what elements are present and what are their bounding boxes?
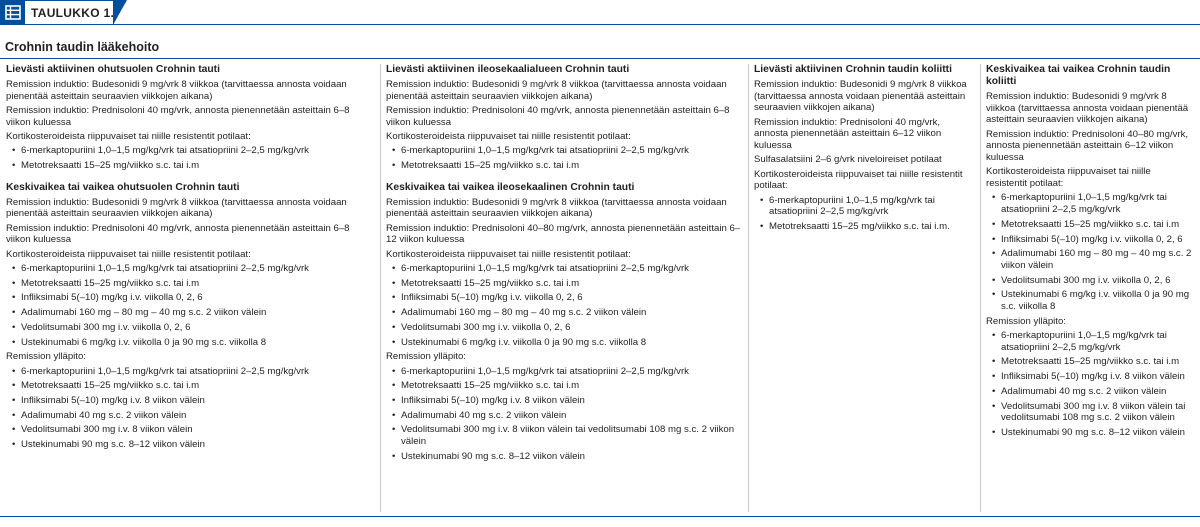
bullet-icon: •	[392, 450, 396, 462]
drug-list-item-text: Ustekinumabi 90 mg s.c. 8–12 viikon välein	[21, 439, 205, 451]
drug-list-item-text: Metotreksaatti 15–25 mg/viikko s.c. tai i.m	[401, 277, 580, 289]
section-text: Kortikosteroideista riippuvaiset tai niille resistentit potilaat:	[6, 131, 251, 142]
bullet-icon: •	[12, 380, 16, 392]
bullet-icon: •	[12, 160, 16, 171]
section-gap	[6, 175, 376, 182]
section-text: Kortikosteroideista riippuvaiset tai niille resistentit potilaat:	[386, 131, 631, 142]
bullet-icon: •	[12, 292, 16, 304]
drug-list-item-text: Metotreksaatti 15–25 mg/viikko s.c. tai i.m.	[769, 221, 950, 233]
drug-list	[386, 263, 744, 348]
bullet-icon: •	[392, 321, 396, 333]
drug-list-item-text: Adalimumabi 40 mg s.c. 2 viikon välein	[1001, 385, 1167, 397]
bullet-icon: •	[992, 330, 996, 342]
bullet-icon: •	[392, 160, 396, 171]
drug-list-item	[386, 145, 744, 157]
bullet-icon: •	[992, 192, 996, 204]
drug-list-item	[986, 371, 1194, 383]
drug-list-item-text: Infliksimabi 5(–10) mg/kg i.v. viikolla 0, 2, 6	[401, 292, 583, 304]
drug-list-item	[386, 322, 744, 334]
section-text: Remission induktio: Prednisoloni 40 mg/vrk, annosta pienennetään asteittain 6–8 viikon kuluessa	[386, 105, 730, 128]
drug-list-item-text: 6-merkaptopuriini 1,0–1,5 mg/kg/vrk tai atsatiopriini 2–2,5 mg/kg/vrk	[401, 263, 689, 274]
drug-list-item-text: Ustekinumabi 90 mg s.c. 8–12 viikon välein	[1001, 426, 1185, 438]
section-gap	[386, 175, 744, 182]
section-text: Remission ylläpito:	[986, 315, 1066, 327]
section-text: Remission induktio: Budesonidi 9 mg/vrk 8 viikkoa (tarvittaessa annosta voidaan pienentää asteittain seuraavien viikkojen aikana)	[754, 79, 967, 114]
section-heading: Lievästi aktiivinen Crohnin taudin koliitti	[754, 64, 952, 75]
bullet-icon: •	[392, 394, 396, 406]
drug-list	[386, 366, 744, 463]
section-text: Remission induktio: Prednisoloni 40 mg/vrk, annosta pienennetään asteittain 6–12 viikon kuluessa	[754, 116, 942, 152]
drug-list-item	[386, 263, 744, 275]
drug-list-item	[986, 330, 1194, 353]
bullet-icon: •	[992, 371, 996, 383]
drug-list-item	[986, 248, 1194, 271]
drug-list-item-text: Ustekinumabi 90 mg s.c. 8–12 viikon välein	[401, 450, 585, 462]
drug-list-item	[754, 221, 976, 233]
drug-list-item	[6, 366, 376, 378]
section-text: Remission ylläpito:	[386, 351, 466, 363]
drug-list-item-text: Adalimumabi 160 mg – 80 mg – 40 mg s.c. 2 viikon välein	[1001, 248, 1192, 271]
section-text: Remission induktio: Budesonidi 9 mg/vrk 8 viikkoa (tarvittaessa annosta voidaan pienentää asteittain seuraavien viikkojen aikana)	[986, 91, 1189, 126]
section-text: Remission induktio: Prednisoloni 40–80 mg/vrk, annosta pienennetään asteittain 6–12 viikon kuluessa	[386, 222, 741, 246]
drug-list-item-text: Metotreksaatti 15–25 mg/viikko s.c. tai i.m	[21, 160, 200, 171]
drug-list-item-text: Vedolitsumabi 300 mg i.v. 8 viikon välein tai vedolitsumabi 108 mg s.c. 2 viikon välein	[1001, 400, 1186, 424]
section-text: Kortikosteroideista riippuvaiset tai niille resistentit potilaat:	[754, 168, 963, 192]
drug-list-item	[986, 192, 1194, 215]
section-heading: Lievästi aktiivinen ohutsuolen Crohnin tauti	[6, 64, 220, 75]
drug-list-item	[386, 337, 744, 349]
drug-list-item-text: Infliksimabi 5(–10) mg/kg i.v. viikolla 0, 2, 6	[1001, 233, 1183, 245]
tab-underline	[0, 24, 1200, 25]
drug-list-item	[986, 427, 1194, 439]
bottom-divider	[0, 516, 1200, 517]
bullet-icon: •	[392, 365, 396, 377]
drug-list-item	[6, 424, 376, 436]
drug-list-item	[6, 337, 376, 349]
drug-list-item-text: Adalimumabi 40 mg s.c. 2 viikon välein	[21, 409, 187, 421]
drug-list-item	[6, 278, 376, 290]
bullet-icon: •	[992, 274, 996, 286]
drug-list-item	[386, 410, 744, 422]
drug-list-item	[386, 160, 744, 172]
drug-list-item	[6, 160, 376, 172]
drug-list-item	[986, 289, 1194, 312]
bullet-icon: •	[992, 400, 996, 412]
column-ohutsuoli	[6, 64, 376, 454]
bullet-icon: •	[12, 263, 16, 274]
drug-list-item	[6, 145, 376, 157]
drug-list-item-text: 6-merkaptopuriini 1,0–1,5 mg/kg/vrk tai atsatiopriini 2–2,5 mg/kg/vrk	[769, 194, 935, 218]
drug-list	[754, 195, 976, 233]
section-text: Remission induktio: Prednisoloni 40 mg/vrk, annosta pienennetään asteittain 6–8 viikon kuluessa	[6, 222, 350, 246]
bullet-icon: •	[392, 307, 396, 319]
drug-list-item-text: Adalimumabi 160 mg – 80 mg – 40 mg s.c. 2 viikon välein	[21, 307, 267, 319]
drug-list	[386, 145, 744, 171]
drug-list-item-text: Metotreksaatti 15–25 mg/viikko s.c. tai i.m	[401, 160, 580, 171]
drug-list-item	[386, 451, 744, 463]
drug-list	[6, 366, 376, 451]
bullet-icon: •	[992, 218, 996, 230]
drug-list-item	[986, 234, 1194, 246]
bullet-icon: •	[992, 385, 996, 397]
drug-list-item-text: Ustekinumabi 6 mg/kg i.v. viikolla 0 ja 90 mg s.c. viikolla 8	[401, 336, 647, 348]
drug-list	[986, 192, 1194, 312]
drug-list-item	[386, 395, 744, 407]
drug-list-item-text: Metotreksaatti 15–25 mg/viikko s.c. tai i.m	[21, 277, 200, 289]
drug-list-item	[386, 307, 744, 319]
drug-list-item-text: 6-merkaptopuriini 1,0–1,5 mg/kg/vrk tai atsatiopriini 2–2,5 mg/kg/vrk	[21, 145, 309, 157]
drug-list-item	[386, 366, 744, 378]
drug-list-item-text: 6-merkaptopuriini 1,0–1,5 mg/kg/vrk tai atsatiopriini 2–2,5 mg/kg/vrk	[401, 365, 689, 377]
drug-list-item-text: 6-merkaptopuriini 1,0–1,5 mg/kg/vrk tai atsatiopriini 2–2,5 mg/kg/vrk	[401, 145, 689, 157]
drug-list-item	[386, 278, 744, 290]
section-text: Remission induktio: Budesonidi 9 mg/vrk 8 viikkoa (tarvittaessa annosta voidaan pienentää asteittain seuraavien viikkojen aikana)	[6, 196, 347, 220]
column-koliitti-lievä	[754, 64, 976, 236]
drug-list-item	[6, 410, 376, 422]
section-heading: Keskivaikea tai vaikea Crohnin taudin koliitti	[986, 64, 1171, 87]
drug-list	[6, 145, 376, 171]
bullet-icon: •	[12, 394, 16, 406]
column-divider	[748, 64, 749, 512]
bullet-icon: •	[392, 424, 396, 436]
drug-list-item-text: Adalimumabi 160 mg – 80 mg – 40 mg s.c. 2 viikon välein	[401, 307, 647, 319]
section-text: Remission ylläpito:	[6, 351, 86, 363]
bullet-icon: •	[992, 233, 996, 245]
drug-list-item	[754, 195, 976, 218]
drug-list-item-text: Vedolitsumabi 300 mg i.v. 8 viikon välein tai vedolitsumabi 108 mg s.c. 2 viikon välein	[401, 424, 735, 448]
bullet-icon: •	[392, 277, 396, 289]
bullet-icon: •	[392, 263, 396, 274]
drug-list-item	[6, 322, 376, 334]
drug-list-item-text: Infliksimabi 5(–10) mg/kg i.v. 8 viikon välein	[1001, 371, 1185, 383]
bullet-icon: •	[12, 307, 16, 319]
section-text: Kortikosteroideista riippuvaiset tai niille resistentit potilaat:	[986, 166, 1151, 190]
section-heading: Keskivaikea tai vaikea ileosekaalinen Crohnin tauti	[386, 181, 635, 193]
bullet-icon: •	[12, 424, 16, 436]
drug-list-item-text: Ustekinumabi 6 mg/kg i.v. viikolla 0 ja 90 mg s.c. viikolla 8	[1001, 289, 1190, 313]
drug-list-item-text: Infliksimabi 5(–10) mg/kg i.v. 8 viikon välein	[21, 394, 205, 406]
drug-list-item-text: Vedolitsumabi 300 mg i.v. viikolla 0, 2, 6	[401, 321, 571, 333]
drug-list-item	[986, 356, 1194, 368]
drug-list-item	[986, 401, 1194, 424]
bullet-icon: •	[392, 409, 396, 421]
drug-list-item-text: Adalimumabi 40 mg s.c. 2 viikon välein	[401, 409, 567, 421]
drug-list-item	[6, 439, 376, 451]
bullet-icon: •	[12, 409, 16, 421]
column-ileosekaalinen	[386, 64, 744, 465]
drug-list-item-text: Metotreksaatti 15–25 mg/viikko s.c. tai i.m	[21, 380, 200, 392]
drug-list-item	[386, 380, 744, 392]
column-divider	[980, 64, 981, 512]
bullet-icon: •	[12, 439, 16, 451]
bullet-icon: •	[12, 336, 16, 348]
drug-list-item-text: Infliksimabi 5(–10) mg/kg i.v. viikolla 0, 2, 6	[21, 292, 203, 304]
bullet-icon: •	[12, 365, 16, 377]
drug-list-item-text: Vedolitsumabi 300 mg i.v. 8 viikon välein	[21, 424, 193, 436]
drug-list-item	[6, 307, 376, 319]
bullet-icon: •	[760, 194, 764, 206]
section-text: Remission induktio: Prednisoloni 40–80 mg/vrk, annosta pienennetään asteittain 6–12 viikon kuluessa	[986, 128, 1189, 164]
section-text: Remission induktio: Prednisoloni 40 mg/vrk, annosta pienennetään asteittain 6–8 viikon kuluessa	[6, 105, 350, 128]
drug-list-item-text: Ustekinumabi 6 mg/kg i.v. viikolla 0 ja 90 mg s.c. viikolla 8	[21, 336, 267, 348]
bullet-icon: •	[392, 336, 396, 348]
section-text: Remission induktio: Budesonidi 9 mg/vrk 8 viikkoa (tarvittaessa annosta voidaan pienentää asteittain seuraavien viikkojen aikana)	[386, 196, 727, 220]
drug-list-item	[6, 292, 376, 304]
column-divider	[380, 64, 381, 512]
section-text: Kortikosteroideista riippuvaiset tai niille resistentit potilaat:	[386, 248, 631, 260]
drug-list	[6, 263, 376, 348]
bullet-icon: •	[992, 356, 996, 368]
drug-list-item	[986, 219, 1194, 231]
drug-list-item	[386, 292, 744, 304]
drug-list-item	[986, 275, 1194, 287]
drug-list-item	[386, 424, 744, 447]
drug-list-item	[986, 386, 1194, 398]
drug-list-item	[6, 395, 376, 407]
drug-list-item-text: Metotreksaatti 15–25 mg/viikko s.c. tai i.m	[1001, 356, 1180, 368]
bullet-icon: •	[392, 145, 396, 157]
section-text: Remission induktio: Budesonidi 9 mg/vrk 8 viikkoa (tarvittaessa annosta voidaan pienentää asteittain seuraavien viikkojen aikana)	[386, 79, 727, 102]
bullet-icon: •	[12, 321, 16, 333]
section-heading: Lievästi aktiivinen ileosekaalialueen Crohnin tauti	[386, 64, 630, 75]
tab-label: TAULUKKO 1.	[31, 6, 115, 20]
section-heading: Keskivaikea tai vaikea ohutsuolen Crohnin tauti	[6, 181, 240, 193]
drug-list-item-text: 6-merkaptopuriini 1,0–1,5 mg/kg/vrk tai atsatiopriini 2–2,5 mg/kg/vrk	[1001, 330, 1167, 353]
section-text: Kortikosteroideista riippuvaiset tai niille resistentit potilaat:	[6, 248, 251, 260]
drug-list-item-text: 6-merkaptopuriini 1,0–1,5 mg/kg/vrk tai atsatiopriini 2–2,5 mg/kg/vrk	[21, 365, 309, 377]
bullet-icon: •	[392, 292, 396, 304]
bullet-icon: •	[12, 145, 16, 157]
drug-list-item-text: Metotreksaatti 15–25 mg/viikko s.c. tai i.m	[401, 380, 580, 392]
table-icon	[1, 1, 25, 24]
bullet-icon: •	[12, 277, 16, 289]
bullet-icon: •	[992, 426, 996, 438]
drug-list-item-text: Vedolitsumabi 300 mg i.v. viikolla 0, 2, 6	[21, 321, 191, 333]
drug-list-item	[6, 380, 376, 392]
section-text: Sulfasalatsiini 2–6 g/vrk niveloireiset potilaat	[754, 154, 942, 166]
table-title: Crohnin taudin lääkehoito	[5, 40, 160, 54]
drug-list-item-text: Infliksimabi 5(–10) mg/kg i.v. 8 viikon välein	[401, 394, 585, 406]
drug-list-item-text: 6-merkaptopuriini 1,0–1,5 mg/kg/vrk tai atsatiopriini 2–2,5 mg/kg/vrk	[21, 263, 309, 274]
section-text: Remission induktio: Budesonidi 9 mg/vrk 8 viikkoa (tarvittaessa annosta voidaan pienentää asteittain seuraavien viikkojen aikana)	[6, 79, 347, 102]
drug-list	[986, 330, 1194, 439]
column-koliitti-vaikea	[986, 64, 1194, 442]
bullet-icon: •	[992, 248, 996, 260]
bullet-icon: •	[392, 380, 396, 392]
bullet-icon: •	[992, 289, 996, 301]
bullet-icon: •	[760, 221, 764, 233]
drug-list-item-text: Metotreksaatti 15–25 mg/viikko s.c. tai i.m	[1001, 218, 1180, 230]
drug-list-item-text: 6-merkaptopuriini 1,0–1,5 mg/kg/vrk tai atsatiopriini 2–2,5 mg/kg/vrk	[1001, 192, 1167, 216]
title-divider	[0, 58, 1200, 59]
drug-list-item	[6, 263, 376, 275]
table-tab	[0, 0, 114, 24]
drug-list-item-text: Vedolitsumabi 300 mg i.v. viikolla 0, 2, 6	[1001, 274, 1171, 286]
